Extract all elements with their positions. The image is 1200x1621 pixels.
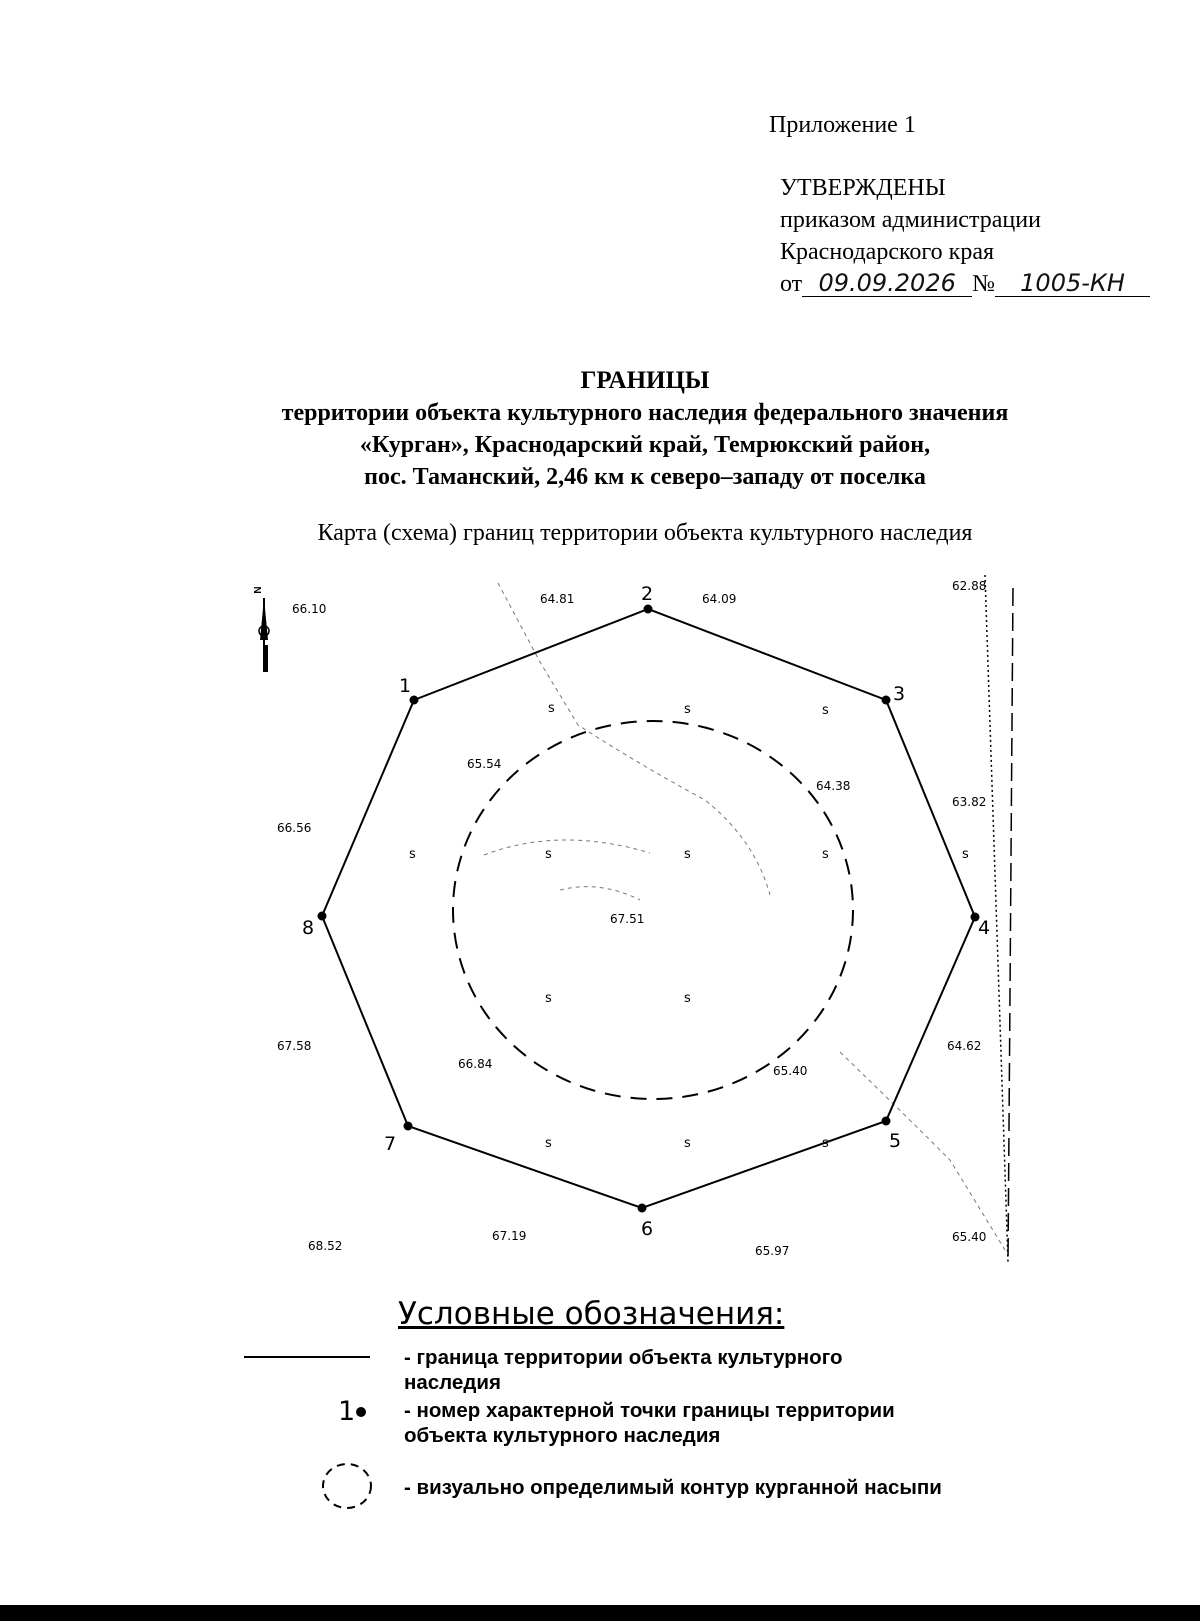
elevation-mark: 66.56 <box>277 821 312 835</box>
svg-text:ꜱ: ꜱ <box>822 1136 829 1151</box>
legend-boundary-line2: наследия <box>404 1371 501 1394</box>
legend-mound-contour <box>323 1464 371 1508</box>
boundary-point-8 <box>318 912 327 921</box>
title-line1: территории объекта культурного наследия федерального значения <box>281 400 1009 426</box>
number-prefix: № <box>972 271 996 297</box>
approved-heading: УТВЕРЖДЕНЫ <box>780 175 946 201</box>
svg-text:ꜱ: ꜱ <box>545 847 552 862</box>
svg-text:ꜱ: ꜱ <box>684 847 691 862</box>
legend-point-text <box>404 1398 895 1448</box>
boundary-point-7 <box>404 1122 413 1131</box>
elevation-mark: 66.84 <box>458 1057 493 1071</box>
appendix-label: Приложение 1 <box>769 112 916 138</box>
boundary-point-6 <box>638 1204 647 1213</box>
svg-text:ꜱ: ꜱ <box>545 1136 552 1151</box>
elevation-mark: 64.62 <box>947 1039 982 1053</box>
elevation-mark: 62.88 <box>952 579 987 593</box>
boundary-point-5 <box>882 1117 891 1126</box>
legend-mound-text: - визуально определимый контур курганной насыпи <box>404 1476 942 1499</box>
svg-text:ꜱ: ꜱ <box>684 702 691 717</box>
terrain-line <box>484 840 650 855</box>
approved-by-line2: Краснодарского края <box>780 239 995 265</box>
svg-text:ꜱ: ꜱ <box>548 701 555 716</box>
point-label-5: 5 <box>889 1130 902 1152</box>
north-arrow-icon <box>253 586 269 672</box>
point-label-3: 3 <box>893 683 906 705</box>
order-number: 1005-КН <box>995 270 1150 297</box>
point-label-8: 8 <box>302 917 315 939</box>
elevation-mark: 67.19 <box>492 1229 527 1243</box>
road-edge-line <box>1008 588 1013 1262</box>
scan-edge-bar <box>0 1605 1200 1621</box>
svg-text:ꜱ: ꜱ <box>822 703 829 718</box>
elevation-mark: 67.51 <box>610 912 645 926</box>
title-main: ГРАНИЦЫ <box>580 367 710 394</box>
mound-contour <box>453 721 853 1099</box>
order-date: 09.09.2026 <box>802 270 972 297</box>
svg-text:ꜱ: ꜱ <box>409 847 416 862</box>
legend-point-dot <box>356 1407 366 1417</box>
point-label-2: 2 <box>641 583 654 605</box>
point-label-1: 1 <box>399 675 412 697</box>
svg-text:N: N <box>253 586 264 594</box>
title-line2: «Курган», Краснодарский край, Темрюкский район, <box>359 432 931 458</box>
legend-point-number: 1 <box>338 1396 356 1427</box>
elevation-mark: 65.54 <box>467 757 502 771</box>
svg-text:ꜱ: ꜱ <box>822 847 829 862</box>
map-caption: Карта (схема) границ территории объекта культурного наследия <box>317 520 973 546</box>
territory-boundary <box>322 609 975 1208</box>
svg-text:ꜱ: ꜱ <box>962 847 969 862</box>
boundary-point-2 <box>644 605 653 614</box>
point-label-6: 6 <box>641 1218 654 1240</box>
title-line3: пос. Таманский, 2,46 км к северо–западу от поселка <box>364 464 926 490</box>
point-label-7: 7 <box>384 1133 397 1155</box>
elevation-mark: 63.82 <box>952 795 987 809</box>
date-prefix: от <box>780 271 803 297</box>
elevation-mark: 64.09 <box>702 592 737 606</box>
elevation-mark: 65.40 <box>952 1230 987 1244</box>
elevation-mark: 67.58 <box>277 1039 312 1053</box>
legend-title: Условные обозначения: <box>398 1296 785 1332</box>
elevation-mark: 68.52 <box>308 1239 343 1253</box>
legend-point-line2: объекта культурного наследия <box>404 1424 721 1447</box>
terrain-line <box>560 887 640 900</box>
legend-boundary-text <box>404 1345 843 1395</box>
legend-boundary-line1: - граница территории объекта культурного <box>404 1346 843 1369</box>
approved-by-line1: приказом администрации <box>780 207 1041 233</box>
elevation-mark: 65.40 <box>773 1064 808 1078</box>
elevation-mark: 64.38 <box>816 779 851 793</box>
elevation-mark: 64.81 <box>540 592 575 606</box>
elevation-mark: 66.10 <box>292 602 327 616</box>
point-label-4: 4 <box>978 917 991 939</box>
legend-point-line1: - номер характерной точки границы территории <box>404 1399 895 1422</box>
svg-text:ꜱ: ꜱ <box>684 1136 691 1151</box>
boundary-point-3 <box>882 696 891 705</box>
elevation-mark: 65.97 <box>755 1244 790 1258</box>
svg-text:ꜱ: ꜱ <box>545 991 552 1006</box>
svg-text:ꜱ: ꜱ <box>684 991 691 1006</box>
terrain-line <box>840 1052 1005 1250</box>
